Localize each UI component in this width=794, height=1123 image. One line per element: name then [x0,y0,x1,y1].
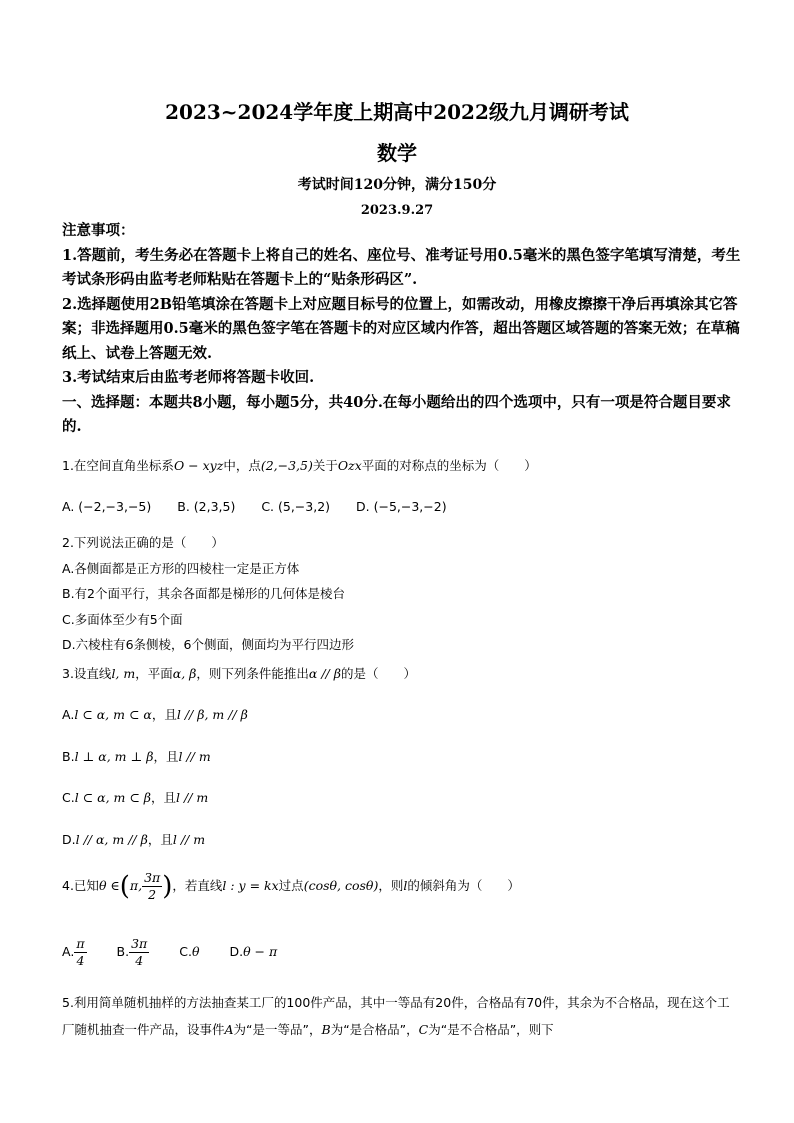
q3-option-b [62,748,742,766]
q4-option-b-label: B. [116,944,130,959]
q1-text-4: 平面的对称点的坐标为（ ） [361,458,537,473]
q4-math-3: (cosθ, cosθ) [303,878,379,893]
q4-option-c-math: θ [191,944,200,959]
question-5-stem [62,989,742,1043]
q4-paren-close: ) [162,871,173,902]
note-item-1: 1.答题前，考生务必在答题卡上将自己的姓名、座位号、准考证号用0.5毫米的黑色签字笔填写清楚，考生考试条形码由监考老师粘贴在答题卡上的“贴条形码区”. [62,246,741,288]
q4-option-b-frac [129,936,149,969]
q1-text-3: 关于 [312,458,338,473]
question-3-stem [62,665,742,683]
q3-option-b-label: B. [62,749,75,764]
q5-text-1: 5.利用简单随机抽样的方法抽查某工厂的100件产品，其中一等品有20件，合格品有70件，其余为不合格品，现在这个工厂随机抽查一件产品，设事件 [62,995,730,1037]
q4-math-2: l : y = kx [222,878,279,893]
q3-text-4: 的是（ ） [340,666,416,681]
q3-option-d [62,831,742,849]
q4-math-1b: π, [129,878,143,893]
q3-option-d-label: D. [62,832,76,847]
q1-math-1: O − xyz [173,458,224,473]
question-2 [62,530,742,658]
q4-option-a-frac [74,936,86,969]
q3-option-c [62,789,742,807]
q4-option-a-label: A. [62,944,75,959]
q4-text-4: ，则 [378,878,404,893]
q4-option-d-label: D. [229,944,244,959]
q3-option-c-label: C. [62,790,75,805]
q3-option-c-mid: ，且 [151,790,177,805]
q4-text-1: 4.已知 [62,878,99,893]
q4-fraction [142,870,162,903]
q3-option-a-mid: ，且 [151,707,177,722]
q4-option-d-math: θ − π [243,944,278,959]
note-item-2: 2.选择题使用2B铅笔填涂在答题卡上对应题目标号的位置上，如需改动，用橡皮擦擦干净后再填涂其它答案；非选择题用0.5毫米的黑色签字笔在答题卡的对应区域内作答，超出答题区域答题的答案无效；在草稿纸上、试卷上答题无效. [62,295,740,362]
question-1-stem [62,457,742,475]
q4-text-2: ，若直线 [172,878,223,893]
q3-option-b-math2: l // m [178,749,211,764]
question-1-options [62,498,742,516]
q3-text-2: ，平面 [135,666,173,681]
q2-option-b: B.有2个面平行，其余各面都是梯形的几何体是棱台 [62,586,346,601]
q4-paren-open: ( [119,871,130,902]
q3-math-2: α, β [172,666,197,681]
q3-option-a-label: A. [62,707,75,722]
q3-text-3: ，则下列条件能推出 [196,666,309,681]
q4-option-b-den: 4 [135,953,144,968]
section-heading: 一、选择题：本题共8小题，每小题5分，共40分.在每小题给出的四个选项中，只有一项是符合题目要求的. [62,393,731,435]
q2-option-a: A.各侧面都是正方形的四棱柱一定是正方体 [62,560,300,576]
q4-text-3: 过点 [278,878,304,893]
q3-option-a-math: l ⊂ α, m ⊂ α [74,707,152,722]
q4-option-b-num: 3π [131,936,148,951]
exam-title: 2023~2024学年度上期高中2022级九月调研考试 [165,100,629,124]
notes-heading: 注意事项： [62,222,135,239]
q4-option-a-den: 4 [76,953,85,968]
q4-math-1: θ ∈ [98,878,120,893]
q3-math-1: l, m [111,666,136,681]
q4-text-5: 的倾斜角为（ ） [407,878,520,893]
q1-math-2: (2,−3,5) [260,458,313,473]
q2-option-d: D.六棱柱有6条侧棱，6个侧面，侧面均为平行四边形 [62,637,355,652]
q4-math-4: l [403,878,408,893]
q5-text-2: 为“是一等品”， [233,1022,322,1037]
note-item-3: 3.考试结束后由监考老师将答题卡收回. [62,369,315,386]
q1-option-d: D. (−5,−3,−2) [356,499,447,514]
q3-option-d-math: l // α, m // β [75,832,148,847]
q5-math-b: B [321,1022,331,1037]
subject-title: 数学 [377,141,417,165]
q1-text-1: 1.在空间直角坐标系 [62,458,174,473]
exam-date: 2023.9.27 [360,203,434,218]
q3-math-3: α // β [308,666,341,681]
q3-option-c-math2: l // m [176,790,209,805]
q1-option-c: C. (5,−3,2) [261,499,331,514]
q4-option-c-label: C. [179,944,192,959]
q4-option-a-num: π [76,936,85,951]
q3-option-d-math2: l // m [172,832,206,847]
question-4-options [62,934,742,970]
q3-option-c-math: l ⊂ α, m ⊂ β [74,790,152,805]
q1-option-b: B. (2,3,5) [177,499,236,514]
q2-option-c: C.多面体至少有5个面 [62,611,183,627]
q5-math-c: C [418,1022,429,1037]
q4-frac-num: 3π [144,870,161,885]
q1-option-a: A. (−2,−3,−5) [62,499,152,514]
q5-text-4: 为“是不合格品”，则下 [428,1022,554,1037]
question-4-stem [62,868,742,905]
q2-stem: 2.下列说法正确的是（ ） [62,535,224,550]
q5-math-a: A [224,1022,234,1037]
exam-info: 考试时间120分钟，满分150分 [297,177,497,193]
notes-section [62,219,742,440]
q5-text-3: 为“是合格品”， [330,1022,419,1037]
q3-option-b-math: l ⊥ α, m ⊥ β [74,749,154,764]
q3-option-d-mid: ，且 [147,832,173,847]
q3-text-1: 3.设直线 [62,666,112,681]
q1-text-2: 中，点 [223,458,261,473]
q1-math-3: Ozx [337,458,362,473]
q3-option-a [62,706,742,724]
q4-frac-den: 2 [148,887,157,902]
q3-option-a-math2: l // β, m // β [176,707,248,722]
q3-option-b-mid: ，且 [153,749,179,764]
